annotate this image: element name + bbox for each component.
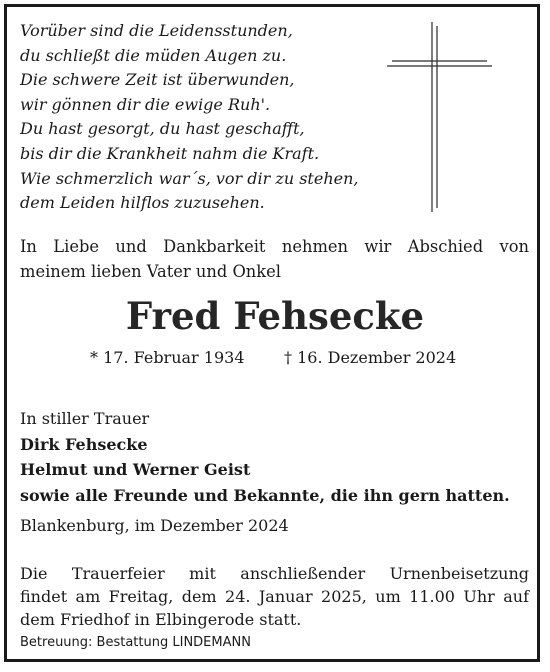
- poem-line: du schließt die müden Augen zu.: [20, 45, 287, 65]
- farewell-line: In Liebe und Dankbarkeit nehmen wir Abschied von: [20, 237, 529, 256]
- poem-line: wir gönnen dir die ewige Ruh'.: [20, 94, 271, 114]
- mourner-name: sowie alle Freunde und Bekannte, die ihn gern hatten.: [20, 485, 510, 505]
- birth-date: * 17. Februar 1934: [90, 348, 245, 367]
- service-line: dem Friedhof in Elbingerode statt.: [20, 610, 302, 629]
- mourners: [20, 406, 510, 508]
- poem-line: Wie schmerzlich war´s, vor dir zu stehen,: [20, 168, 359, 188]
- mourners-intro: In stiller Trauer: [20, 409, 150, 428]
- mourner-name: Helmut und Werner Geist: [20, 460, 251, 479]
- poem-line: bis dir die Krankheit nahm die Kraft.: [20, 143, 320, 163]
- cross-icon: [384, 22, 494, 212]
- funeral-service-info: [20, 562, 529, 631]
- undertaker-credit: Betreuung: Bestattung LINDEMANN: [20, 635, 251, 650]
- farewell-line: meinem lieben Vater und Onkel: [20, 262, 282, 281]
- farewell-text: [20, 234, 529, 284]
- deceased-name: Fred Fehsecke: [125, 294, 425, 338]
- place-date: Blankenburg, im Dezember 2024: [20, 516, 289, 535]
- poem-line: Du hast gesorgt, du hast geschafft,: [20, 119, 305, 139]
- poem: [20, 19, 390, 216]
- mourner-name: Dirk Fehsecke: [20, 434, 148, 454]
- poem-line: dem Leiden hilflos zuzusehen.: [20, 193, 265, 213]
- death-date: † 16. Dezember 2024: [284, 348, 457, 367]
- service-line: findet am Freitag, dem 24. Januar 2025, um 11.00 Uhr auf: [20, 587, 529, 606]
- poem-line: Vorüber sind die Leidensstunden,: [20, 21, 293, 40]
- service-line: Die Trauerfeier mit anschließender Urnenbeisetzung: [20, 564, 529, 583]
- poem-line: Die schwere Zeit ist überwunden,: [20, 70, 295, 90]
